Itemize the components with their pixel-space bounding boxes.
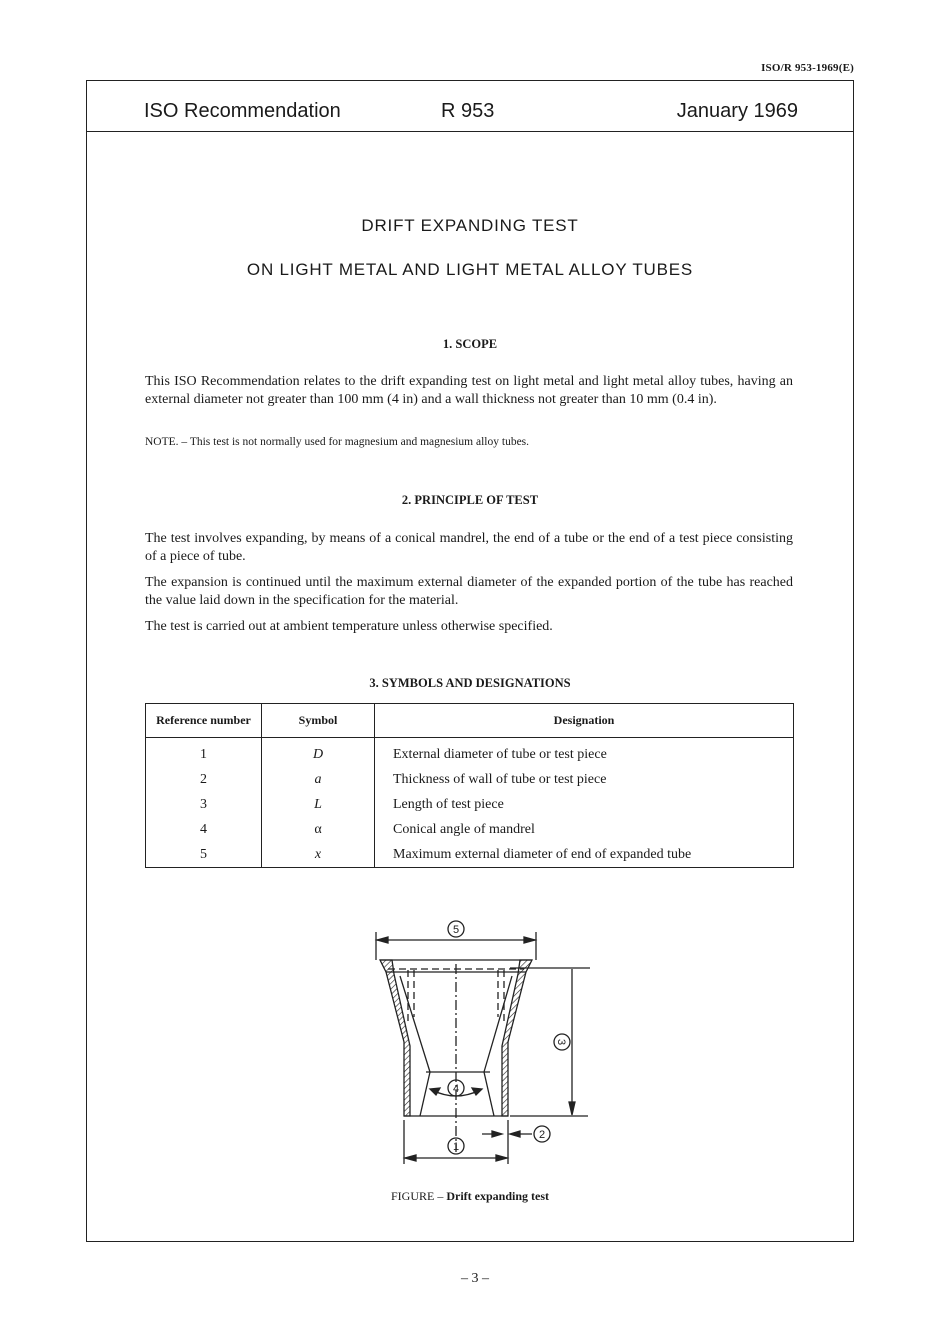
cell-ref: 5	[146, 842, 262, 868]
principle-paragraph-2: The expansion is continued until the maximum external diameter of the expanded portion of the tube has reached the value laid down in the specification for the material.	[145, 575, 793, 608]
cell-designation: Maximum external diameter of end of expanded tube	[375, 842, 794, 868]
symbols-table	[145, 703, 794, 868]
cell-designation: Conical angle of mandrel	[375, 817, 794, 842]
header-number: R 953	[441, 100, 495, 122]
cell-symbol: L	[262, 792, 375, 817]
cell-symbol: x	[262, 842, 375, 868]
cell-ref: 4	[146, 817, 262, 842]
table-row	[146, 842, 794, 868]
header-series: ISO Recommendation	[144, 100, 341, 122]
cell-ref: 1	[146, 738, 262, 768]
figure-caption	[86, 1189, 854, 1204]
symbols-heading: 3. SYMBOLS AND DESIGNATIONS	[369, 676, 571, 690]
figure-label-4: 4	[452, 1083, 460, 1095]
page-number: – 3 –	[461, 1271, 489, 1286]
table-row	[146, 767, 794, 792]
scope-text: This ISO Recommendation relates to the drift expanding test on light metal and light metal alloy tubes, having an external diameter not greater than 100 mm (4 in) and a wall thickness not greater than 10 mm (0.4 in).	[145, 374, 793, 407]
header-date: January 1969	[676, 100, 798, 122]
cell-symbol: D	[262, 738, 375, 768]
title-line-2: ON LIGHT METAL AND LIGHT METAL ALLOY TUBES	[246, 260, 694, 279]
scope-note: NOTE. – This test is not normally used for magnesium and magnesium alloy tubes.	[145, 436, 530, 448]
scope-heading: 1. SCOPE	[442, 337, 498, 351]
title-line-1: DRIFT EXPANDING TEST	[361, 216, 579, 235]
principle-paragraph-3: The test is carried out at ambient temperature unless otherwise specified.	[145, 619, 553, 634]
table-row	[146, 792, 794, 817]
column-header-symbol: Symbol	[262, 704, 375, 738]
header-band	[87, 81, 853, 132]
cell-symbol: α	[262, 817, 375, 842]
figure-caption-prefix: FIGURE –	[390, 1189, 447, 1203]
drift-expanding-diagram	[360, 912, 600, 1172]
cell-designation: Length of test piece	[375, 792, 794, 817]
cell-designation: External diameter of tube or test piece	[375, 738, 794, 768]
figure-label-5: 5	[452, 924, 460, 936]
figure-label-1: 1	[452, 1141, 460, 1153]
document-reference: ISO/R 953-1969(E)	[761, 62, 854, 74]
cell-ref: 3	[146, 792, 262, 817]
principle-heading: 2. PRINCIPLE OF TEST	[401, 493, 539, 507]
cell-designation: Thickness of wall of tube or test piece	[375, 767, 794, 792]
cell-symbol: a	[262, 767, 375, 792]
column-header-reference: Reference number	[146, 704, 262, 738]
cell-ref: 2	[146, 767, 262, 792]
principle-paragraph-1: The test involves expanding, by means of a conical mandrel, the end of a tube or the end of a test piece consisting of a piece of tube.	[145, 531, 793, 564]
table-row	[146, 817, 794, 842]
column-header-designation: Designation	[375, 704, 794, 738]
figure-label-3: 3	[555, 1038, 567, 1046]
figure-label-2: 2	[538, 1129, 546, 1141]
figure-caption-title: Drift expanding test	[446, 1189, 549, 1203]
table-row	[146, 738, 794, 768]
